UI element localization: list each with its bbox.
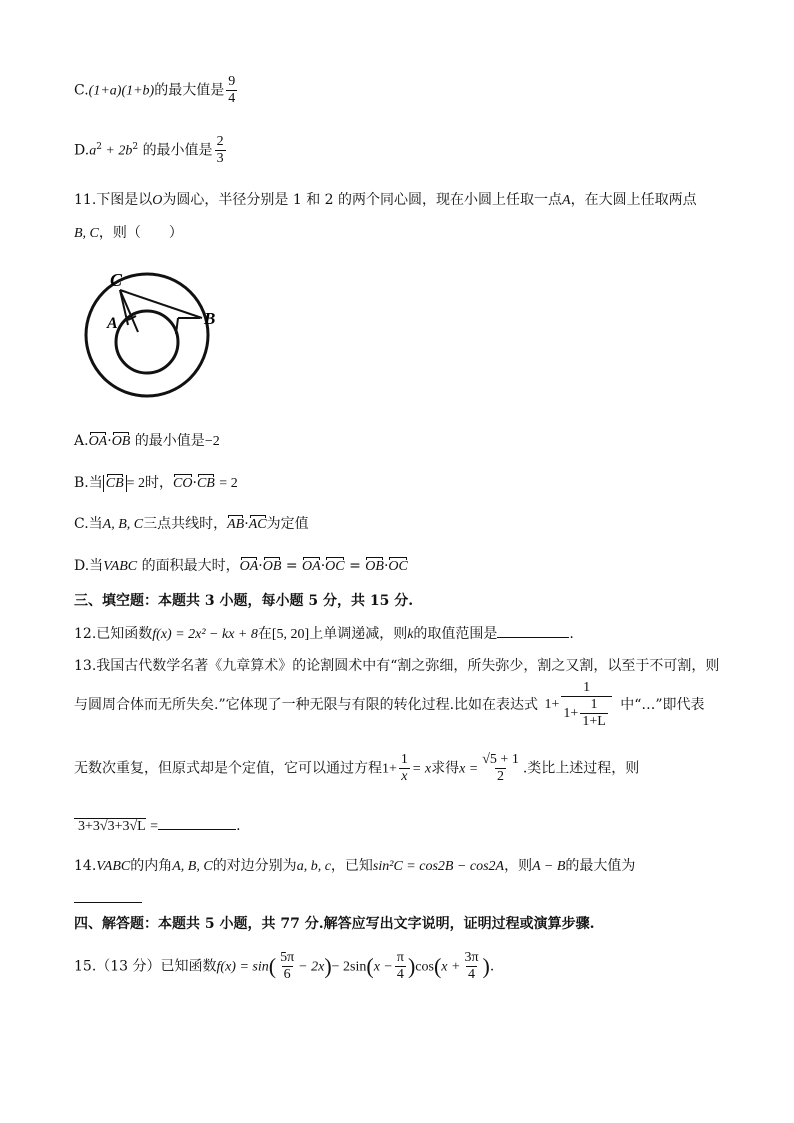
expression: + 2b [101,143,133,159]
q14-text: 的最大值为 [565,858,636,874]
denominator: 4 [396,967,404,982]
q11-line1 [74,189,697,209]
numerator: 1 [583,680,591,695]
term: x + [441,959,461,975]
var-a: A [562,193,571,208]
q13-text: 求得 [431,760,460,777]
small-circle [116,311,178,373]
vector: CB [196,476,215,491]
term: − 2sin [331,959,367,975]
q11-text: ，则（ ） [98,225,183,241]
denominator: 6 [283,967,291,982]
q11-option-a: A.OA·OB 的最小值是−2 [74,433,220,449]
option-label: B.当 [74,475,103,491]
denominator: x [401,769,408,784]
numerator: 3π [464,950,479,965]
q12-text: 在 [257,626,272,642]
vector: OB [365,559,384,574]
expression: A − B [532,859,566,874]
expression: a [89,143,97,159]
function: f(x) = sin [216,959,269,975]
option-label: D. [74,142,90,159]
value: −2 [204,434,220,449]
vector: OA [239,559,259,574]
label-c: C [110,270,123,290]
var-bc: B, C [74,226,99,241]
q14-answer-line [74,888,142,907]
label-b: B [204,309,216,328]
sides: a, b, c [296,859,331,874]
q11-text: 11.下图是以 [74,192,153,208]
option-text: 的面积最大时， [141,558,240,574]
q12-text: 的取值范围是 [413,626,498,642]
triangle: VABC [96,859,131,874]
large-circle [86,274,208,396]
interval: [5, 20] [271,627,310,642]
numerator: 2 [216,134,224,149]
option-text: 三点共线时， [143,516,228,532]
q14-text: ，已知 [330,858,373,874]
q11-text: 为圆心，半径分别是 1 和 2 的两个同心圆，现在小圆上任取一点 [162,192,563,208]
function: f(x) = 2x² − kx + 8 [152,627,258,642]
q11-option-c: C.当A, B, C三点共线时，AB·AC为定值 [74,516,309,532]
q15-text: . [489,958,495,975]
fraction [215,134,226,167]
option-text: = 2时， [126,476,174,491]
denominator: 4 [228,91,236,106]
denominator: 2 [497,769,505,784]
q11-option-d: D.当VABC 的面积最大时，OA·OB = OA·OC = OB·OC [74,558,408,574]
q13-line4 [74,815,241,835]
q13-text: .类比上述过程，则 [522,760,640,777]
q14-text: 的内角 [130,858,173,874]
fraction [226,74,237,107]
option-text: 为定值 [266,516,309,532]
vector: AB [227,517,245,532]
angles: A, B, C [172,859,213,874]
q15: 15.（13 分）已知函数f(x) = sin( $\frac{5\pi}{6}$ − 2x)− 2sin(x − $\frac{\pi}{4}$ )cos(x + $\frac{3\pi}{4}$ ). [74,950,495,982]
q13-line3 [74,752,639,785]
q13-text: 中“…”即代表 [620,697,705,713]
label-a: A [107,315,118,332]
q12-text: . [569,626,574,642]
equation: x = [459,761,479,777]
vector: OB [111,434,131,449]
segment-ca [120,290,138,332]
vector: OA [302,559,321,574]
denominator: 4 [468,967,475,982]
numerator: 9 [228,74,236,89]
section-3-heading: 三、填空题：本题共 3 小题，每小题 5 分，共 15 分. [74,593,414,609]
equation: = x [411,761,432,777]
vector: CO [173,476,193,491]
numerator: 5π [280,950,295,965]
q11-option-b: B.当 CB = 2时，CO·CB = 2 [74,475,238,491]
q13-text: . [236,818,241,834]
expression: (1+a)(1+b) [88,83,155,99]
option-text: 的最小值是 [142,142,213,159]
option-label: A. [74,433,89,449]
q11-text: ，在大圆上任取两点 [570,192,697,208]
term: − 2x [298,959,325,975]
q14-text: 的对边分别为 [212,858,297,874]
q13-line2 [74,680,705,730]
concentric-circles-figure [80,262,220,402]
condition: sin²C = cos2B − cos2A [372,859,505,874]
answer-blank [158,815,236,830]
q13-text: 无数次重复，但原式却是个定值，它可以通过方程 [74,760,382,777]
var-k: k [407,627,414,642]
q12-text: 上单调递减，则 [309,626,408,642]
numerator: 1 [590,697,598,712]
vector: OC [388,559,408,574]
value: = 2 [219,476,238,491]
answer-blank [74,888,142,903]
term: x − [373,959,393,975]
q12-text: 12.已知函数 [74,626,153,642]
q13-line1: 13.我国古代数学名著《九章算术》的论割圆术中有“割之弥细，所失弥少，割之又割，以至于不可割，则 [74,658,720,674]
q14-text: 14. [74,858,97,874]
numerator: √5 + 1 [482,752,519,767]
vector: CB [105,476,124,491]
points: A, B, C [102,517,144,532]
numerator: 1 [400,752,408,767]
vector: OA [88,434,108,449]
q13-text: 与圆周合体而无所失矣.”它体现了一种无限与有限的转化过程.比如在表达式 [74,697,539,713]
nested-radical: 3+3√3+3√L [74,818,146,834]
cf-one: 1+ [544,697,560,712]
vector: AC [248,517,267,532]
q12 [74,623,574,643]
denominator: 1+ [563,705,579,721]
option-text: 的最大值是 [154,82,225,99]
equals: = [150,819,159,834]
vector: OB [262,559,282,574]
denominator: 3 [216,151,224,166]
vector: OC [325,559,345,574]
option-text: 的最小值是 [134,433,205,449]
section-4-heading: 四、解答题：本题共 5 小题，共 77 分.解答应写出文字说明，证明过程或演算步骤. [74,916,595,932]
option-label: C.当 [74,516,103,532]
term: cos [415,959,434,975]
equation: 1+ [382,761,397,777]
denominator: 1+L [582,714,606,729]
answer-blank [497,623,569,638]
numerator: π [396,950,404,965]
option-label: C. [74,82,89,99]
var-o: O [152,193,163,208]
continued-fraction [545,680,614,730]
q14-text: ，则 [504,858,533,874]
triangle: VABC [103,559,138,574]
option-label: D.当 [74,558,104,574]
option-c [74,74,239,107]
q11-line2 [74,222,183,242]
option-d: $D.a^2 + 2b^2$ 的最小值是 $\frac{2}{3}$ [74,134,224,166]
q14 [74,855,635,875]
q15-text: 15.（13 分）已知函数 [74,958,217,975]
